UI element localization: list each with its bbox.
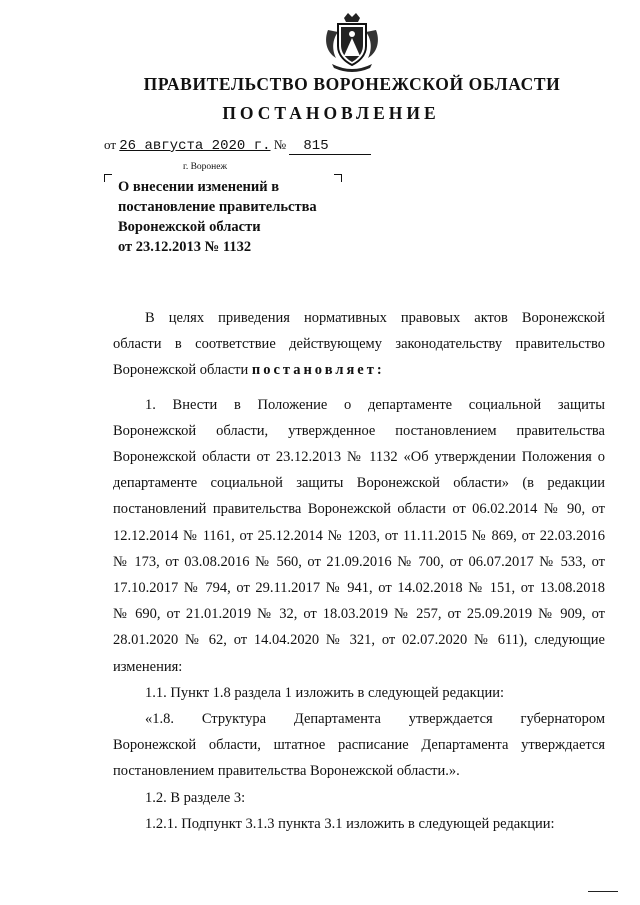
date-number-line bbox=[104, 137, 371, 155]
text-line: 12.12.2014 № 1161, от 25.12.2014 № 1203, от 11.11.2015 № 869, от 22.03.2016 bbox=[113, 527, 605, 544]
item-1-2-1-paragraph: 1.2.1. Подпункт 3.1.3 пункта 3.1 изложить в следующей редакции: bbox=[145, 815, 555, 832]
voronezh-coat-of-arms-icon bbox=[322, 12, 382, 74]
document-body bbox=[113, 305, 605, 837]
city-label: г. Воронеж bbox=[183, 162, 228, 172]
subject-line: от 23.12.2013 № 1132 bbox=[118, 239, 252, 255]
subject-line: О внесении изменений в bbox=[118, 179, 280, 195]
text-line bbox=[113, 357, 605, 383]
subject-title bbox=[118, 177, 317, 257]
text-line: изменения: bbox=[113, 658, 183, 675]
resolves-emphasis: постановляет bbox=[251, 362, 377, 379]
text-line: В целях приведения нормативных правовых актов Воронежской bbox=[145, 310, 605, 326]
subject-bracket-right bbox=[334, 174, 342, 182]
item-1-1-paragraph: 1.1. Пункт 1.8 раздела 1 изложить в следующей редакции: bbox=[145, 684, 505, 701]
text-line: 1. Внести в Положение о департаменте социальной защиты bbox=[145, 396, 605, 413]
document-date: 26 августа 2020 г. bbox=[119, 138, 271, 154]
subject-line: Воронежской области bbox=[118, 219, 261, 235]
item-1-2-paragraph: 1.2. В разделе 3: bbox=[145, 789, 246, 806]
quote-paragraph bbox=[113, 706, 605, 785]
text-line: департаменте социальной защиты Воронежской области» (в редакции bbox=[113, 475, 605, 492]
text-line: Воронежской области, штатное расписание Департамента утверждается bbox=[113, 737, 605, 754]
text-line: 17.10.2017 № 794, от 29.11.2017 № 941, от 14.02.2018 № 151, от 13.08.2018 bbox=[113, 580, 605, 597]
number-label: № bbox=[273, 137, 287, 152]
text-line: постановлением правительства Воронежской области.». bbox=[113, 763, 460, 780]
from-label: от bbox=[104, 137, 117, 152]
text-fragment: Воронежской области bbox=[113, 362, 249, 379]
text-line: Воронежской области от 23.12.2013 № 1132 «Об утверждении Положения о bbox=[113, 449, 605, 466]
text-line: постановлений правительства Воронежской области от 06.02.2014 № 90, от bbox=[113, 501, 605, 518]
subject-line: постановление правительства bbox=[118, 199, 317, 215]
page-edge-mark bbox=[588, 891, 618, 892]
text-line: № 173, от 03.08.2016 № 560, от 21.09.2016 № 700, от 06.07.2017 № 533, от bbox=[113, 553, 605, 570]
text-line: 28.01.2020 № 62, от 14.04.2020 № 321, от 02.07.2020 № 611), следующие bbox=[113, 632, 605, 649]
subject-bracket-left bbox=[104, 174, 112, 182]
item-1-paragraph bbox=[113, 392, 605, 680]
text-line: «1.8. Структура Департамента утверждается губернатором bbox=[145, 711, 605, 728]
government-title: ПРАВИТЕЛЬСТВО ВОРОНЕЖСКОЙ ОБЛАСТИ bbox=[143, 74, 561, 94]
text-fragment: : bbox=[376, 362, 385, 379]
text-line: Воронежской области, утвержденное постановлением правительства bbox=[113, 422, 605, 439]
text-line: области в соответствие действующему законодательству правительство bbox=[113, 336, 605, 353]
text-line: № 690, от 21.01.2019 № 32, от 18.03.2019 № 257, от 25.09.2019 № 909, от bbox=[113, 606, 605, 623]
document-type: ПОСТАНОВЛЕНИЕ bbox=[222, 103, 440, 123]
document-number: 815 bbox=[289, 138, 371, 155]
preamble-paragraph bbox=[113, 305, 605, 384]
